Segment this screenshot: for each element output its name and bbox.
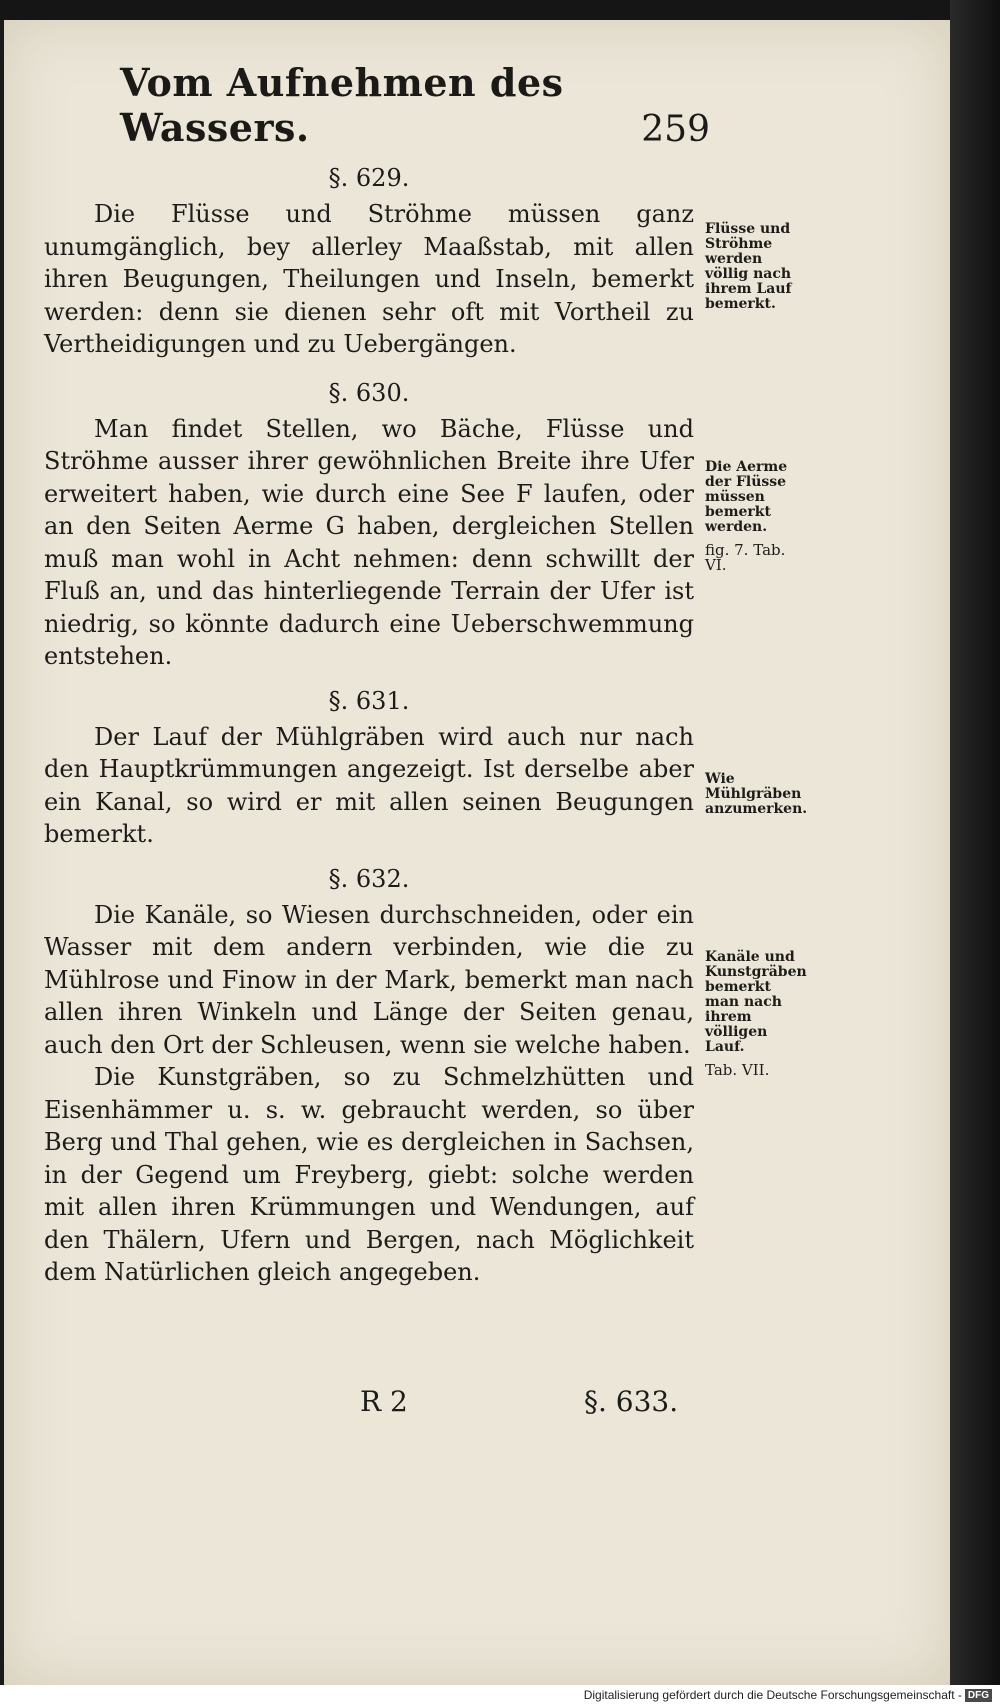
section-632 <box>44 859 694 1289</box>
margin-note <box>705 222 805 312</box>
main-text <box>44 158 694 1289</box>
table-reference: Tab. VII. <box>705 1061 770 1079</box>
digitization-credit <box>0 1685 1000 1705</box>
section-630 <box>44 373 694 673</box>
paragraph: Der Lauf der Mühlgräben wird auch nur nach den Hauptkrümmungen angezeigt. Ist derselbe aber ein Kanal, so wird er mit allen seinen Beugungen bemerkt. <box>44 722 694 848</box>
catchword: §. 633. <box>584 1385 679 1418</box>
margin-note-text: Die Aerme der Flüsse müssen bemerkt werden. <box>705 459 788 535</box>
running-title: Vom Aufnehmen des Wassers. <box>120 60 564 150</box>
margin-note-text: Flüsse und Ströhme werden völlig nach ihrem Lauf bemerkt. <box>705 221 792 312</box>
section-629 <box>44 158 694 361</box>
figure-reference: fig. 7. Tab. VI. <box>705 541 786 574</box>
section-number: §. 630. <box>328 378 410 407</box>
scan-right-edge <box>950 0 1000 1705</box>
margin-note-text: Kanäle und Kunstgräben bemerkt man nach ihrem völligen Lauf. <box>705 949 807 1055</box>
section-631 <box>44 681 694 851</box>
margin-note <box>705 771 808 817</box>
paragraph: Die Kunstgräben, so zu Schmelzhütten und Eisenhämmer u. s. w. gebraucht werden, so über Berg und Thal gehen, wie es dergleichen in Sachsen, in der Gegend um Freyberg, giebt: solche werden mit allen ihren Krümmungen und Wendungen, auf den Thälern, Ufern und Bergen, nach Möglichkeit dem Natürlichen gleich angegeben. <box>44 1063 694 1286</box>
scan-top-edge <box>0 0 1000 20</box>
margin-note <box>705 950 805 1078</box>
paragraph: Die Kanäle, so Wiesen durchschneiden, oder ein Wasser mit dem andern verbinden, wie die zu Mühlrose und Finow in der Mark, bemerkt man nach allen ihren Winkeln und Länge der Seiten genau, auch den Ort der Schleusen, wenn sie welche haben. <box>44 900 694 1059</box>
dfg-logo: DFG <box>965 1689 992 1702</box>
paragraph: Die Flüsse und Ströhme müssen ganz unumgänglich, bey allerley Maaßstab, mit allen ihren Beugungen, Theilungen und Inseln, bemerkt werden: denn sie dienen sehr oft mit Vortheil zu Vertheidigungen und zu Uebergängen. <box>44 200 694 358</box>
section-number: §. 632. <box>328 864 410 893</box>
credit-text: Digitalisierung gefördert durch die Deutsche Forschungsgemeinschaft - <box>583 1688 962 1702</box>
paragraph: Man findet Stellen, wo Bäche, Flüsse und Ströhme ausser ihrer gewöhnlichen Breite ihre Ufer erweitert haben, wie durch eine See F laufen, oder an den Seiten Aerme G haben, dergleichen Stellen muß man wohl in Acht nehmen: denn schwillt der Fluß an, und das hinterliegende Terrain der Ufer ist niedrig, so könnte dadurch eine Ueberschwemmung entstehen. <box>44 414 694 670</box>
margin-note-text: Wie Mühlgräben anzumerken. <box>705 771 808 817</box>
page-header <box>120 60 710 150</box>
margin-note <box>705 460 805 573</box>
section-number: §. 631. <box>328 686 410 715</box>
section-number: §. 629. <box>328 164 410 192</box>
signature-mark: R 2 <box>360 1385 408 1418</box>
page-number: 259 <box>641 109 710 150</box>
